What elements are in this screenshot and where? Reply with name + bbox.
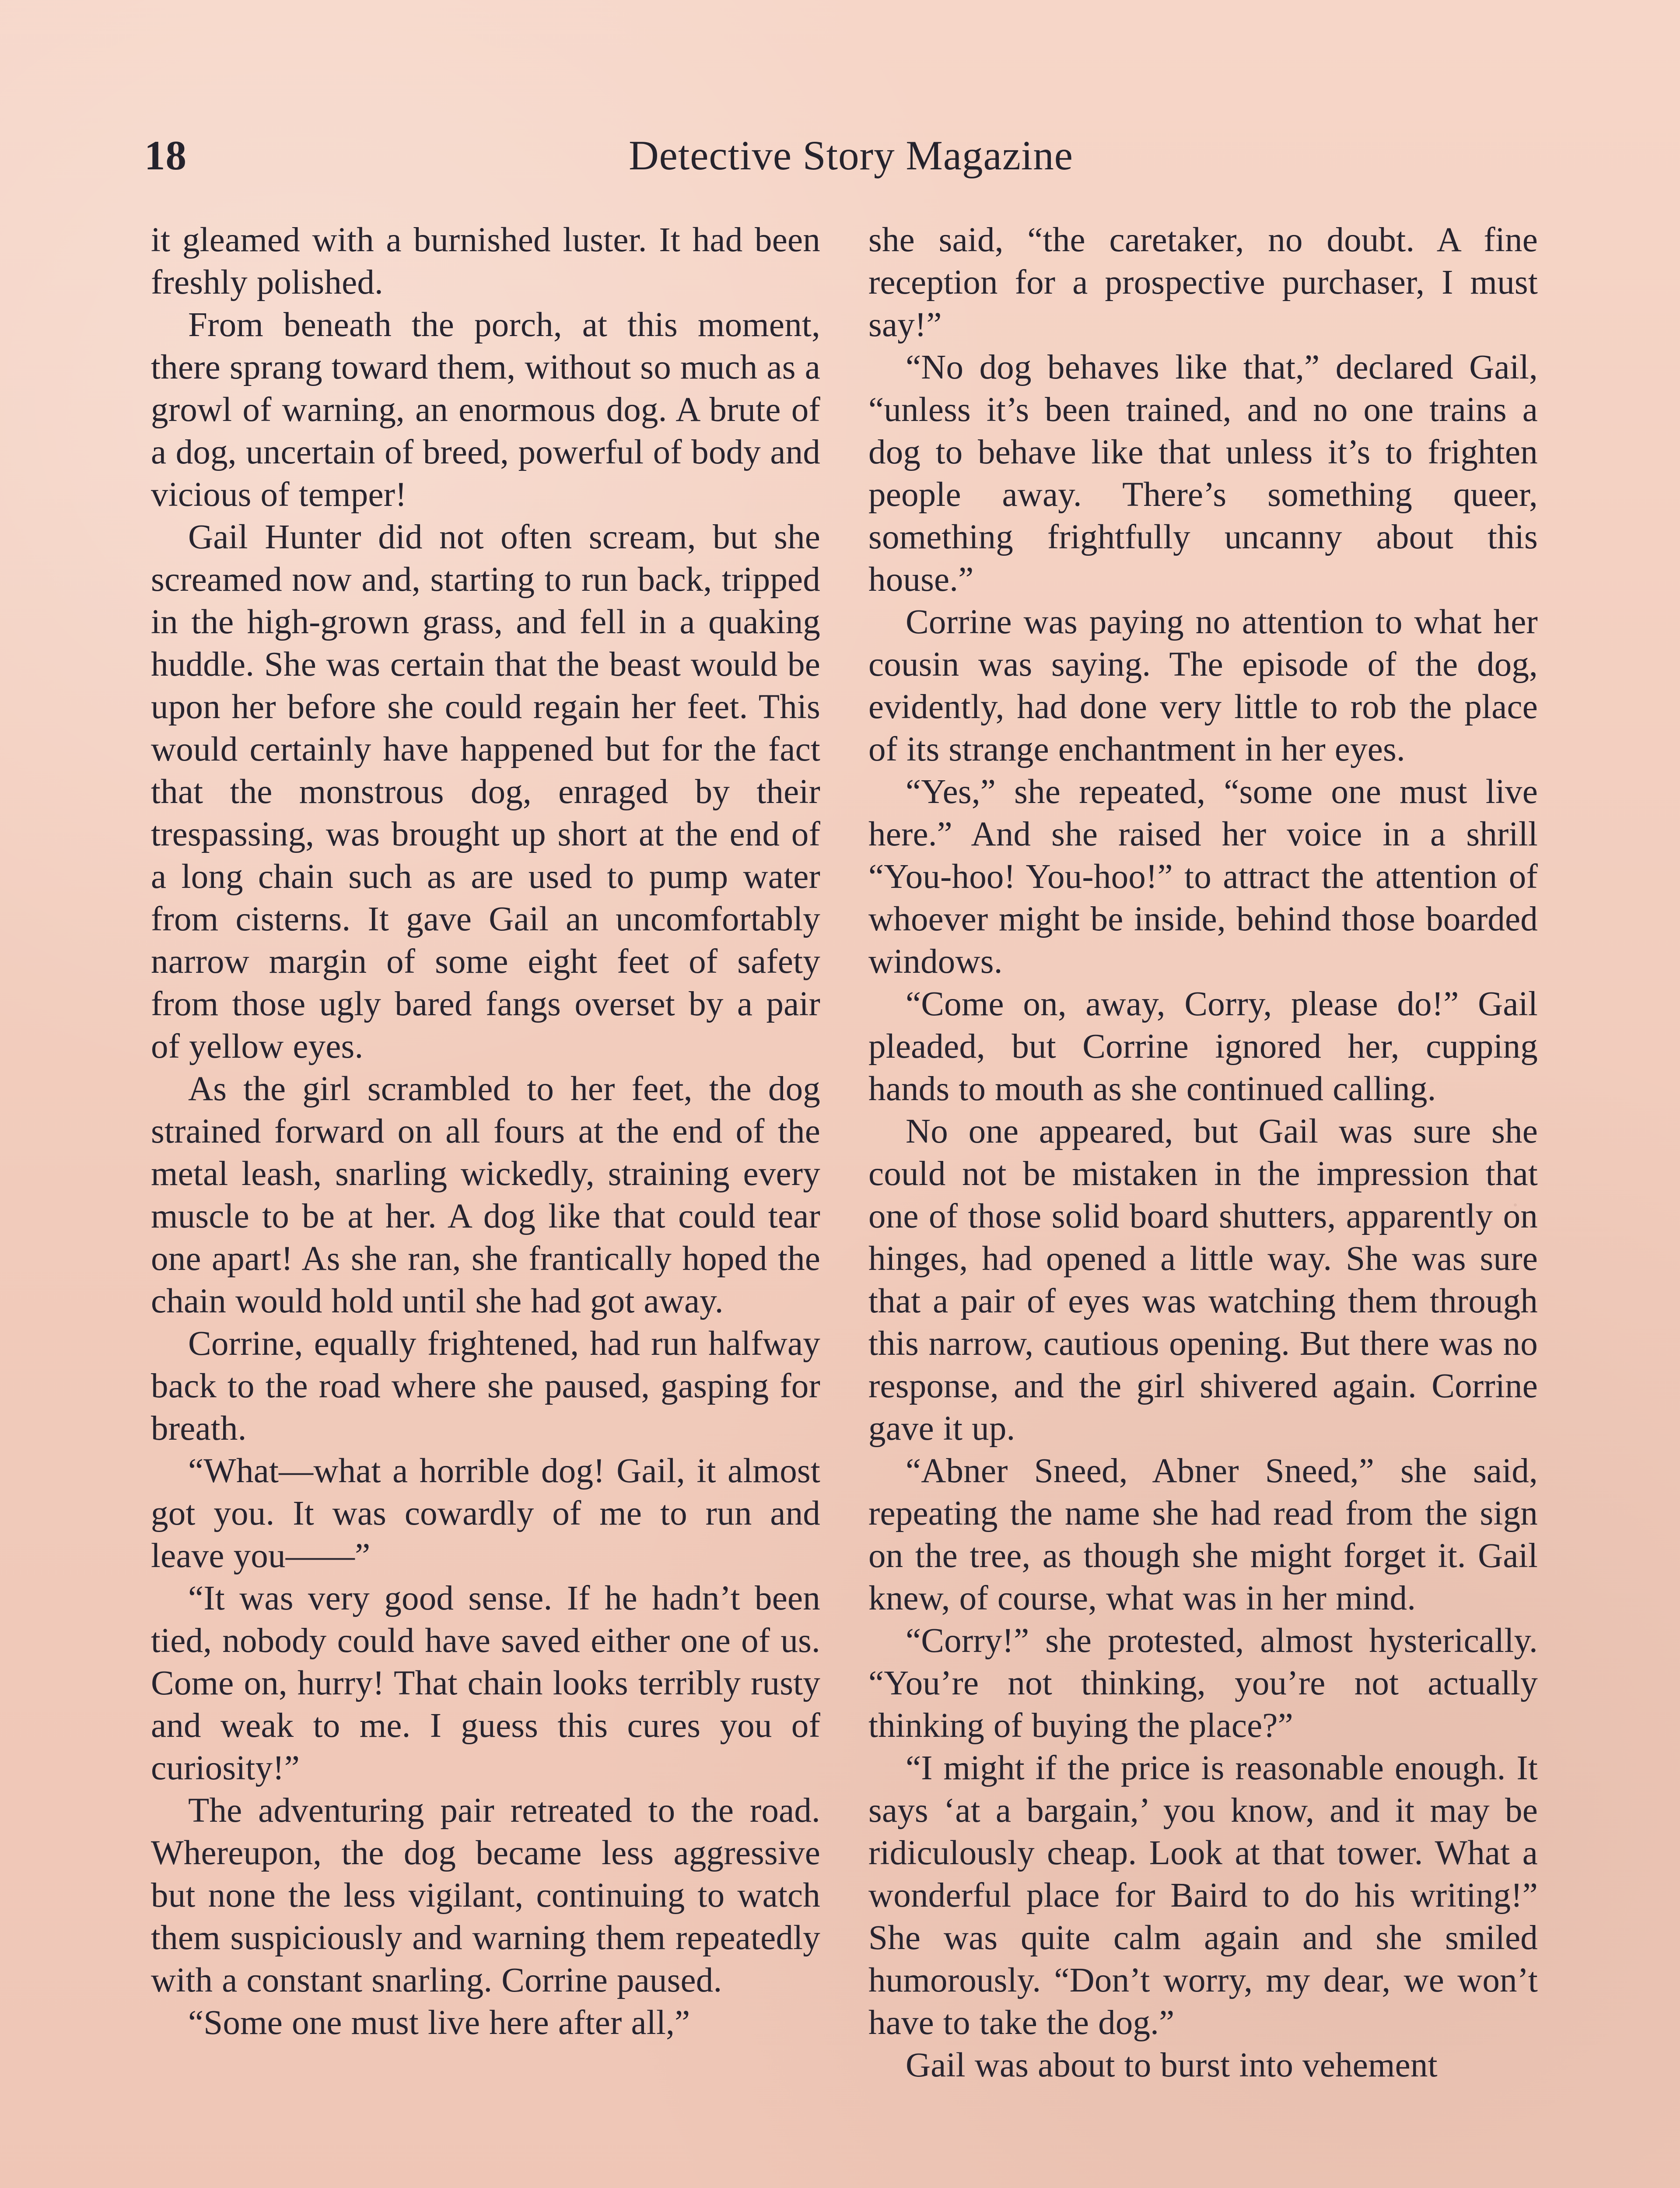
page-header — [144, 125, 1558, 186]
magazine-title: Detective Story Magazine — [629, 132, 1073, 179]
paragraph: “I might if the price is reasonable enough. It says ‘at a bargain,’ you know, and it may be ridiculously cheap. Look at that tower. What a wonderful place for Baird to do his writing!” She was quite calm again and she smiled humorously. “Don’t worry, my dear, we won’t have to take the dog.” — [868, 1749, 1538, 2042]
paragraph: “Some one must live here after all,” — [188, 2004, 690, 2042]
left-text-column — [151, 219, 820, 2044]
right-text-column — [868, 219, 1538, 2086]
paragraph: it gleamed with a burnished luster. It had been freshly polished. — [151, 221, 820, 302]
paragraph: “Abner Sneed, Abner Sneed,” she said, repeating the name she had read from the sign on the tree, as though she might forget it. Gail knew, of course, what was in her mind. — [868, 1452, 1538, 1617]
paragraph: “No dog behaves like that,” declared Gail, “unless it’s been trained, and no one trains a dog to behave like that unless it’s to frighten people away. There’s something queer, something frightfully uncanny about this house.” — [868, 348, 1538, 599]
paragraph: No one appeared, but Gail was sure she could not be mistaken in the impression that one of those solid board shutters, apparently on hinges, had opened a little way. She was sure that a pair of eyes was watching them through this narrow, cautious opening. But there was no response, and the girl shivered again. Corrine gave it up. — [868, 1112, 1538, 1448]
paragraph: Corrine, equally frightened, had run halfway back to the road where she paused, gasping for breath. — [151, 1325, 820, 1448]
paragraph: “What—what a horrible dog! Gail, it almost got you. It was cowardly of me to run and leave you——” — [151, 1452, 820, 1575]
page-number: 18 — [144, 132, 187, 179]
paragraph: “Corry!” she protested, almost hysterically. “You’re not thinking, you’re not actually thinking of buying the place?” — [868, 1622, 1538, 1745]
paragraph: Corrine was paying no attention to what her cousin was saying. The episode of the dog, evidently, had done very little to rob the place of its strange enchantment in her eyes. — [868, 603, 1538, 768]
paragraph: “Yes,” she repeated, “some one must live here.” And she raised her voice in a shrill “You-hoo! You-hoo!” to attract the attention of whoever might be inside, behind those boarded windows. — [868, 773, 1538, 981]
paragraph: Gail was about to burst into vehement — [906, 2046, 1438, 2084]
paragraph: she said, “the caretaker, no doubt. A fine reception for a prospective purchaser, I must say!” — [868, 221, 1538, 344]
paragraph: As the girl scrambled to her feet, the dog strained forward on all fours at the end of the metal leash, snarling wickedly, straining every muscle to be at her. A dog like that could tear one apart! As she ran, she frantically hoped the chain would hold until she had got away. — [151, 1070, 820, 1320]
paragraph: From beneath the porch, at this moment, there sprang toward them, without so much as a growl of warning, an enormous dog. A brute of a dog, uncertain of breed, powerful of body and vicious of temper! — [151, 306, 820, 514]
paragraph: “Come on, away, Corry, please do!” Gail pleaded, but Corrine ignored her, cupping hands to mouth as she continued calling. — [868, 985, 1538, 1108]
paragraph: “It was very good sense. If he hadn’t been tied, nobody could have saved either one of us. Come on, hurry! That chain looks terribly rusty and weak to me. I guess this cures you of curiosity!” — [151, 1579, 820, 1787]
paragraph: Gail Hunter did not often scream, but she screamed now and, starting to run back, tripped in the high-grown grass, and fell in a quaking huddle. She was certain that the beast would be upon her before she could regain her feet. This would certainly have happened but for the fact that the monstrous dog, enraged by their trespassing, was brought up short at the end of a long chain such as are used to pump water from cisterns. It gave Gail an uncomfortably narrow margin of some eight feet of safety from those ugly bared fangs overset by a pair of yellow eyes. — [151, 518, 820, 1066]
paragraph: The adventuring pair retreated to the road. Whereupon, the dog became less aggressive but none the less vigilant, continuing to watch them suspiciously and warning them repeatedly with a constant snarling. Corrine paused. — [151, 1792, 820, 1999]
